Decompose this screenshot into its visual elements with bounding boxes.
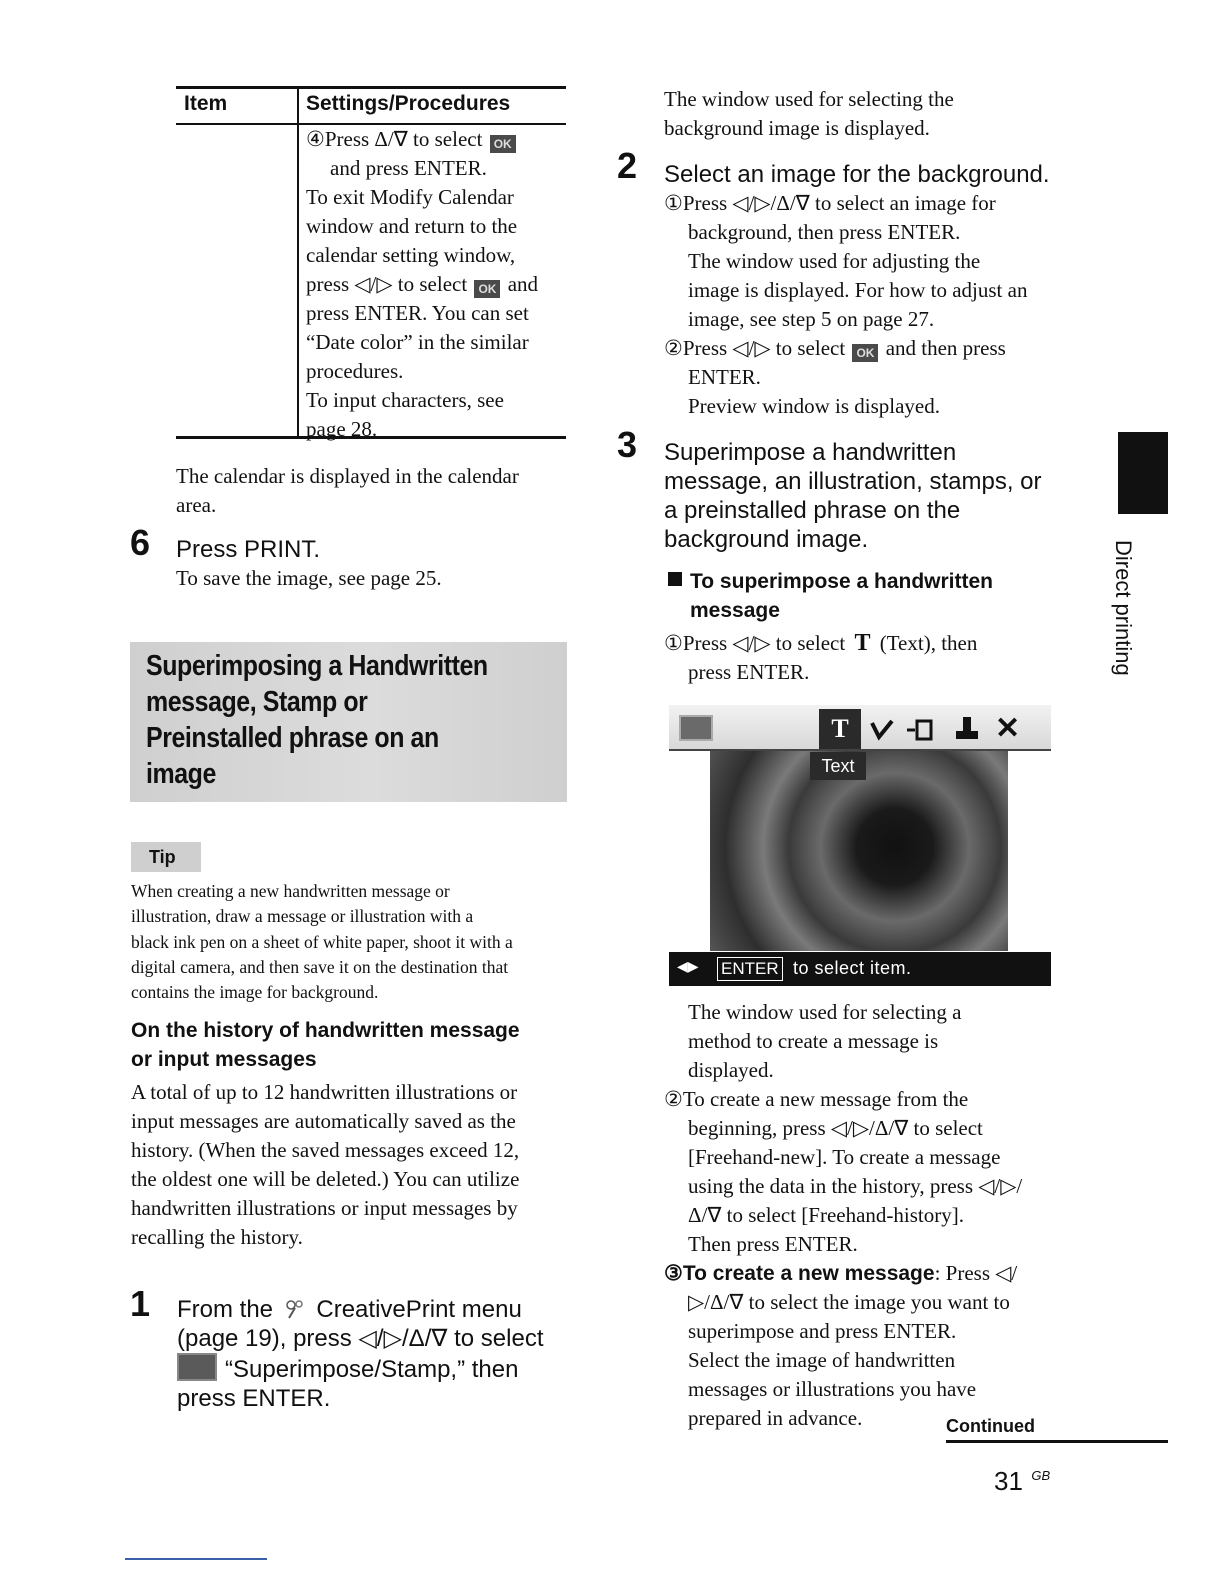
calendar-note: The calendar is displayed in the calendar area. bbox=[176, 464, 519, 517]
left-right-arrows-icon: ◀▶ bbox=[677, 958, 699, 974]
side-tab-marker bbox=[1118, 432, 1168, 514]
table-header-settings: Settings/Procedures bbox=[306, 92, 511, 115]
table-top-rule bbox=[176, 86, 566, 89]
text-tooltip: Text bbox=[810, 752, 866, 780]
section-title: Superimposing a Handwritten message, Stamp or Preinstalled phrase on an image bbox=[146, 650, 488, 790]
footnote-rule bbox=[125, 1558, 267, 1560]
close-icon: ✕ bbox=[995, 712, 1021, 745]
step-3-substep-1: ①Press ◁/▷ to select T (Text), then press ENTER. bbox=[664, 630, 978, 684]
step-1-number: 1 bbox=[130, 1283, 151, 1324]
ok-icon: OK bbox=[490, 135, 516, 153]
intro-text: The window used for selecting the background image is displayed. bbox=[664, 87, 954, 140]
step-2-number: 2 bbox=[617, 145, 638, 186]
save-icon bbox=[953, 715, 981, 743]
text-tool-button: T bbox=[819, 709, 861, 749]
table-column-divider bbox=[297, 89, 299, 436]
history-body: A total of up to 12 handwritten illustrations or input messages are automatically saved as the history. (When the saved messages exceed 12, the oldest one will be deleted.) You can utilize handwritten illustrations or input messages by recalling the history. bbox=[131, 1080, 520, 1249]
table-procedure-cell: ④Press Δ/∇ to select OK and press ENTER. To exit Modify Calendar window and return to the calendar setting window, press ◁/▷ to select OK and press ENTER. You can set “Date color” in the similar procedures. To input characters, see page 28. bbox=[306, 127, 539, 441]
preview-photo bbox=[710, 751, 1008, 951]
side-tab-label: Direct printing bbox=[1111, 540, 1136, 676]
step-6-body: To save the image, see page 25. bbox=[176, 566, 442, 590]
device-screen bbox=[669, 705, 1051, 986]
continued-rule bbox=[946, 1440, 1168, 1443]
creativeprint-icon bbox=[283, 1296, 307, 1320]
page-number: 31 $^{GB}$ bbox=[994, 1466, 1051, 1496]
continued-label: Continued bbox=[946, 1416, 1035, 1436]
after-screen-text: The window used for selecting a method to create a message is displayed. ②To create a new message from the beginning, press ◁/▷/Δ/∇ to select [Freehand-new]. To create a message using the data in the history, press ◁/▷/ Δ/∇ to select [Freehand-history]. Then press ENTER. ③To create a new message: Press ◁/ ▷/Δ/∇ to select the image you want to superimpose and press ENTER. Select the image of handwritten messages or illustrations you have prepared in advance. bbox=[664, 1000, 1023, 1430]
step-3-title: Superimpose a handwritten message, an illustration, stamps, or a preinstalled phrase on the background image. bbox=[664, 439, 1042, 553]
ok-icon: OK bbox=[852, 344, 878, 362]
step-2-title: Select an image for the background. bbox=[664, 161, 1050, 188]
step-6-title: Press PRINT. bbox=[176, 536, 321, 563]
stamp-icon bbox=[869, 717, 895, 743]
tip-badge: Tip bbox=[131, 842, 201, 872]
section-title-box bbox=[130, 642, 567, 802]
step-2-body: ①Press ◁/▷/Δ/∇ to select an image for background, then press ENTER. The window used for adjusting the image is displayed. For how to adjust an image, see step 5 on page 27. ②Press ◁/▷ to select OK and then press ENTER. Preview window is displayed. bbox=[664, 191, 1028, 418]
step-6-number: 6 bbox=[130, 522, 151, 563]
superimpose-menu-icon bbox=[679, 715, 713, 741]
table-header-item: Item bbox=[184, 92, 228, 115]
enter-key-icon: ENTER bbox=[717, 957, 783, 981]
phrase-icon bbox=[905, 717, 935, 743]
sub-heading-bullet bbox=[668, 572, 682, 586]
sub-heading: To superimpose a handwritten message bbox=[690, 570, 993, 622]
settings-table bbox=[176, 86, 566, 440]
text-tool-icon: T bbox=[854, 630, 871, 656]
help-text: to select item. bbox=[793, 958, 912, 978]
help-bar bbox=[669, 952, 1051, 986]
step-3-number: 3 bbox=[617, 424, 638, 465]
tip-text: When creating a new handwritten message or illustration, draw a message or illustration with a black ink pen on a sheet of white paper, shoot it with a digital camera, and then save it on the destination that contains the image for background. bbox=[131, 881, 513, 1003]
step-1-text: From the CreativePrint menu (page 19), press ◁/▷/Δ/∇ to select “Superimpose/Stamp,” then press ENTER. bbox=[177, 1296, 544, 1412]
history-heading: On the history of handwritten message or input messages bbox=[131, 1019, 520, 1071]
superimpose-stamp-icon bbox=[177, 1353, 217, 1381]
ok-icon: OK bbox=[474, 280, 500, 298]
